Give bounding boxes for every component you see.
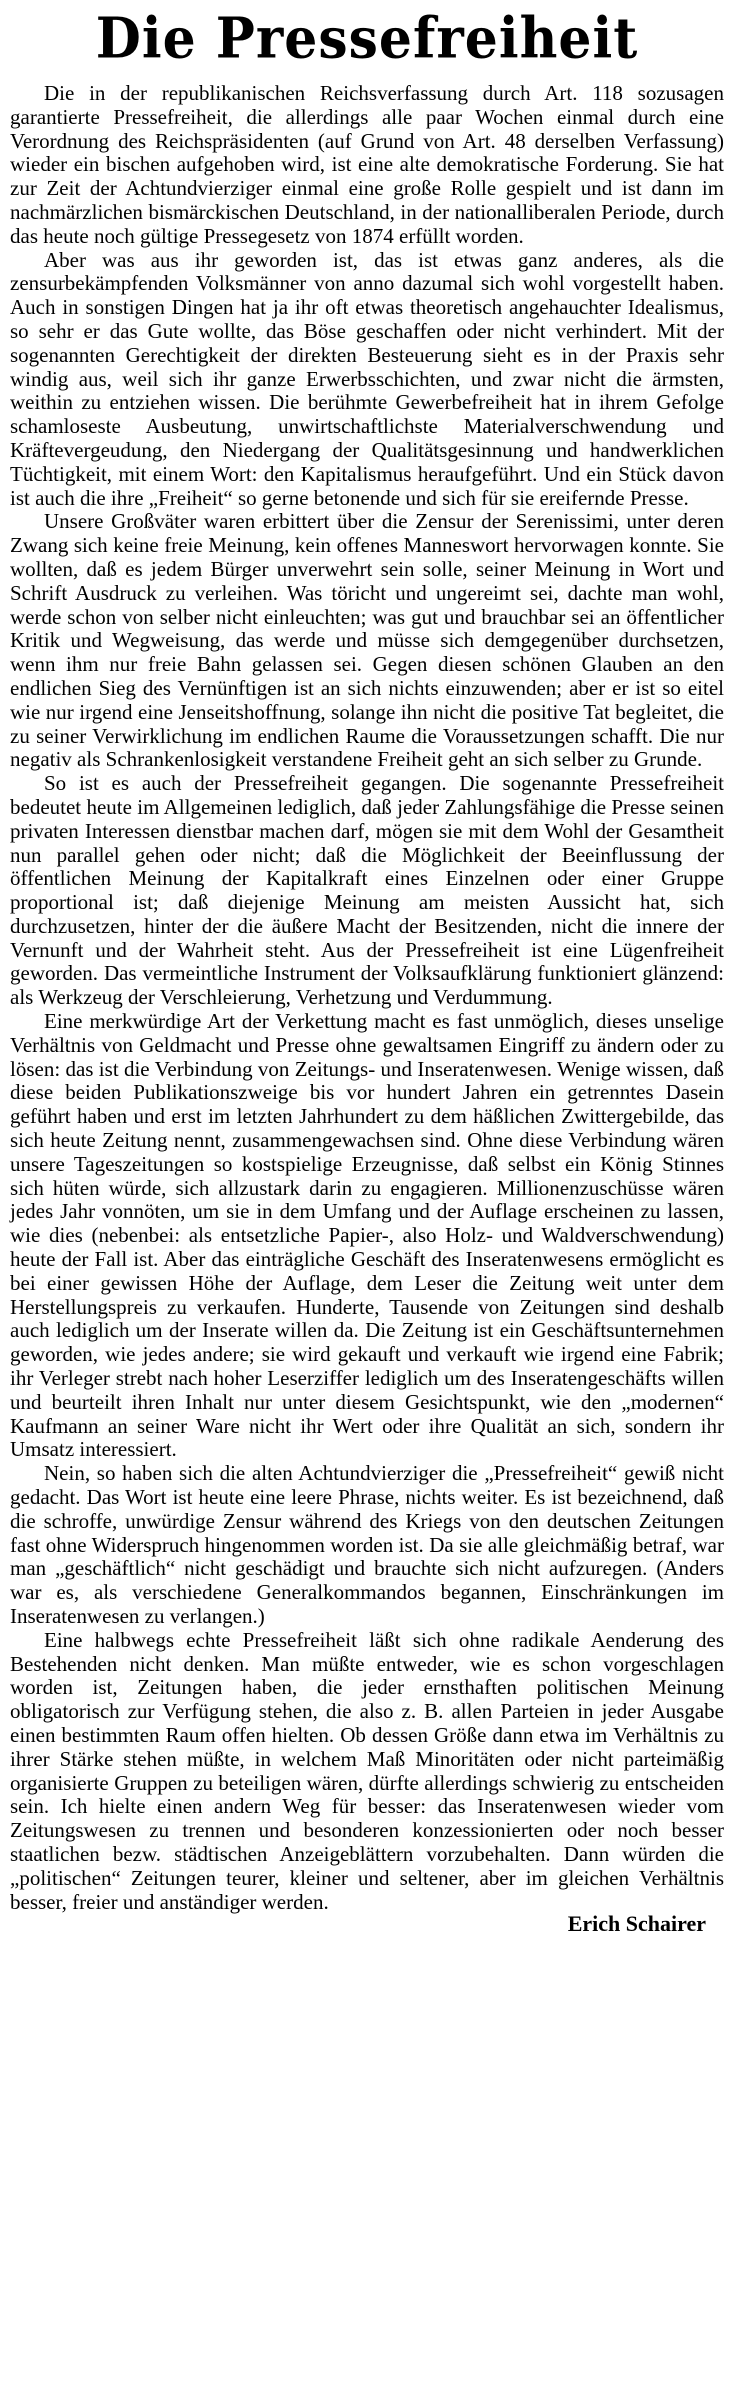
article-paragraph: Nein, so haben sich die alten Achtundvierziger die „Pressefreiheit“ gewiß nicht gedacht. Das Wort ist heute eine leere Phrase, nichts weiter. Es ist bezeichnend, daß die schroffe, unwürdige Zensur während des Kriegs von den deutschen Zeitungen fast ohne Widerspruch hingenommen worden ist. Da sie alle gleichmäßig betraf, war man „geschäftlich“ nicht geschädigt und brauchte sich nicht aufzuregen. (Anders war es, als verschiedene Generalkommandos begannen, Einschränkungen im Inseratenwesen zu verlangen.)	[10, 1461, 724, 1628]
article-paragraph: Die in der republikanischen Reichsverfassung durch Art. 118 sozusagen garantierte Pressefreiheit, die allerdings alle paar Wochen einmal durch eine Verordnung des Reichspräsidenten (auf Grund von Art. 48 derselben Verfassung) wieder ein bischen aufgehoben wird, ist eine alte demokratische Forderung. Sie hat zur Zeit der Achtundvierziger einmal eine große Rolle gespielt und ist dann im nachmärzlichen bismärckischen Deutschland, in der nationalliberalen Periode, durch das heute noch gültige Pressegesetz von 1874 erfüllt worden.	[10, 81, 724, 248]
author-signature: Erich Schairer	[567, 1911, 706, 1937]
article-headline: Die Pressefreiheit	[95, 5, 639, 72]
article-paragraph: So ist es auch der Pressefreiheit gegangen. Die sogenannte Pressefreiheit bedeutet heute im Allgemeinen lediglich, daß jeder Zahlungsfähige die Presse seinen privaten Interessen dienstbar machen darf, mögen sie mit dem Wohl der Gesamtheit nun parallel gehen oder nicht; daß die Möglichkeit der Beeinflussung der öffentlichen Meinung der Kapitalkraft eines Einzelnen oder einer Gruppe proportional ist; daß diejenige Meinung am meisten Aussicht hat, sich durchzusetzen, hinter der die äußere Macht der Besitzenden, nicht die innere der Vernunft und der Wahrheit steht. Aus der Pressefreiheit ist eine Lügenfreiheit geworden. Das vermeintliche Instrument der Volksaufklärung funktioniert glänzend: als Werkzeug der Verschleierung, Verhetzung und Verdummung.	[10, 771, 724, 1010]
article-body	[10, 82, 724, 1914]
article-paragraph: Unsere Großväter waren erbittert über die Zensur der Serenissimi, unter deren Zwang sich keine freie Meinung, kein offenes Manneswort hervorwagen konnte. Sie wollten, daß es jedem Bürger unverwehrt sein solle, seiner Meinung in Wort und Schrift Ausdruck zu verleihen. Was töricht und ungereimt sei, dachte man wohl, werde schon von selber nicht einleuchten; was gut und brauchbar sei an öffentlicher Kritik und Wegweisung, das werde und müsse sich demgegenüber durchsetzen, wenn ihm nur freie Bahn gelassen sei. Gegen diesen schönen Glauben an den endlichen Sieg des Vernünftigen ist an sich nichts einzuwenden; aber er ist so eitel wie nur irgend eine Jenseitshoffnung, solange ihn nicht die positive Tat begleitet, die zu seiner Verwirklichung im endlichen Raume die Voraussetzungen schafft. Die nur negativ als Schrankenlosigkeit verstandene Freiheit geht an sich selber zu Grunde.	[10, 509, 724, 772]
article-paragraph: Eine halbwegs echte Pressefreiheit läßt sich ohne radikale Aenderung des Bestehenden nicht denken. Man müßte entweder, wie es schon vorgeschlagen worden ist, Zeitungen haben, die jeder ernsthaften politischen Meinung obligatorisch zur Verfügung stehen, die also z. B. allen Parteien in jeder Ausgabe einen bestimmten Raum offen hielten. Ob dessen Größe dann etwa im Verhältnis zu ihrer Stärke stehen müßte, in welchem Maß Minoritäten oder nicht parteimäßig organisierte Gruppen zu beteiligen wären, dürfte allerdings schwierig zu entscheiden sein. Ich hielte einen andern Weg für besser: das Inseratenwesen wieder vom Zeitungswesen zu trennen und besonderen konzessionierten oder noch besser staatlichen bezw. städtischen Anzeigeblättern vorzubehalten. Dann würden die „politischen“ Zeitungen teurer, kleiner und seltener, aber im gleichen Verhältnis besser, freier und anständiger werden.	[10, 1627, 724, 1914]
article-paragraph: Eine merkwürdige Art der Verkettung macht es fast unmöglich, dieses unselige Verhältnis von Geldmacht und Presse ohne gewaltsamen Eingriff zu ändern oder zu lösen: das ist die Verbindung von Zeitungs- und Inseratenwesen. Wenige wissen, daß diese beiden Publikationszweige bis vor hundert Jahren ein getrenntes Dasein geführt haben und erst im letzten Jahrhundert zu dem häßlichen Zwittergebilde, das sich heute Zeitung nennt, zusammengewachsen sind. Ohne diese Verbindung wären unsere Tageszeitungen so kostspielige Erzeugnisse, daß selbst ein König Stinnes sich hüten würde, sich allzustark darin zu engagieren. Millionenzuschüsse wären jedes Jahr vonnöten, um sie in dem Umfang und der Auflage erscheinen zu lassen, wie dies (nebenbei: als entsetzliche Papier-, also Holz- und Waldverschwendung) heute der Fall ist. Aber das einträgliche Geschäft des Inseratenwesens ermöglicht es bei einer gewissen Höhe der Auflage, dem Leser die Zeitung weit unter dem Herstellungspreis zu verkaufen. Hunderte, Tausende von Zeitungen sind deshalb auch lediglich um der Inserate willen da. Die Zeitung ist ein Geschäftsunternehmen geworden, wie jedes andere; sie wird gekauft und verkauft wie irgend eine Fabrik; ihr Verleger strebt nach hoher Leserziffer lediglich um des Inseratengeschäfts willen und beurteilt ihren Inhalt nur unter diesem Gesichtspunkt, wie den „modernen“ Kaufmann an seiner Ware nicht ihr Wert oder ihre Qualität an sich, sondern ihr Umsatz interessiert.	[10, 1009, 724, 1462]
article-paragraph: Aber was aus ihr geworden ist, das ist etwas ganz anderes, als die zensurbekämpfenden Volksmänner von anno dazumal sich wohl vorgestellt haben. Auch in sonstigen Dingen hat ja ihr oft etwas theoretisch angehauchter Idealismus, so sehr er das Gute wollte, das Böse geschaffen oder nicht verhindert. Mit der sogenannten Gerechtigkeit der direkten Besteuerung sieht es in der Praxis sehr windig aus, weil sich ihr ganze Erwerbsschichten, und zwar nicht die ärmsten, weithin zu entziehen wissen. Die berühmte Gewerbefreiheit hat in ihrem Gefolge schamloseste Ausbeutung, unwirtschaftlichste Materialverschwendung und Kräftevergeudung, den Niedergang der Qualitätsgesinnung und handwerklichen Tüchtigkeit, mit einem Wort: den Kapitalismus heraufgeführt. Und ein Stück davon ist auch die ihre „Freiheit“ so gerne betonende und sich für sie ereifernde Presse.	[10, 247, 724, 510]
